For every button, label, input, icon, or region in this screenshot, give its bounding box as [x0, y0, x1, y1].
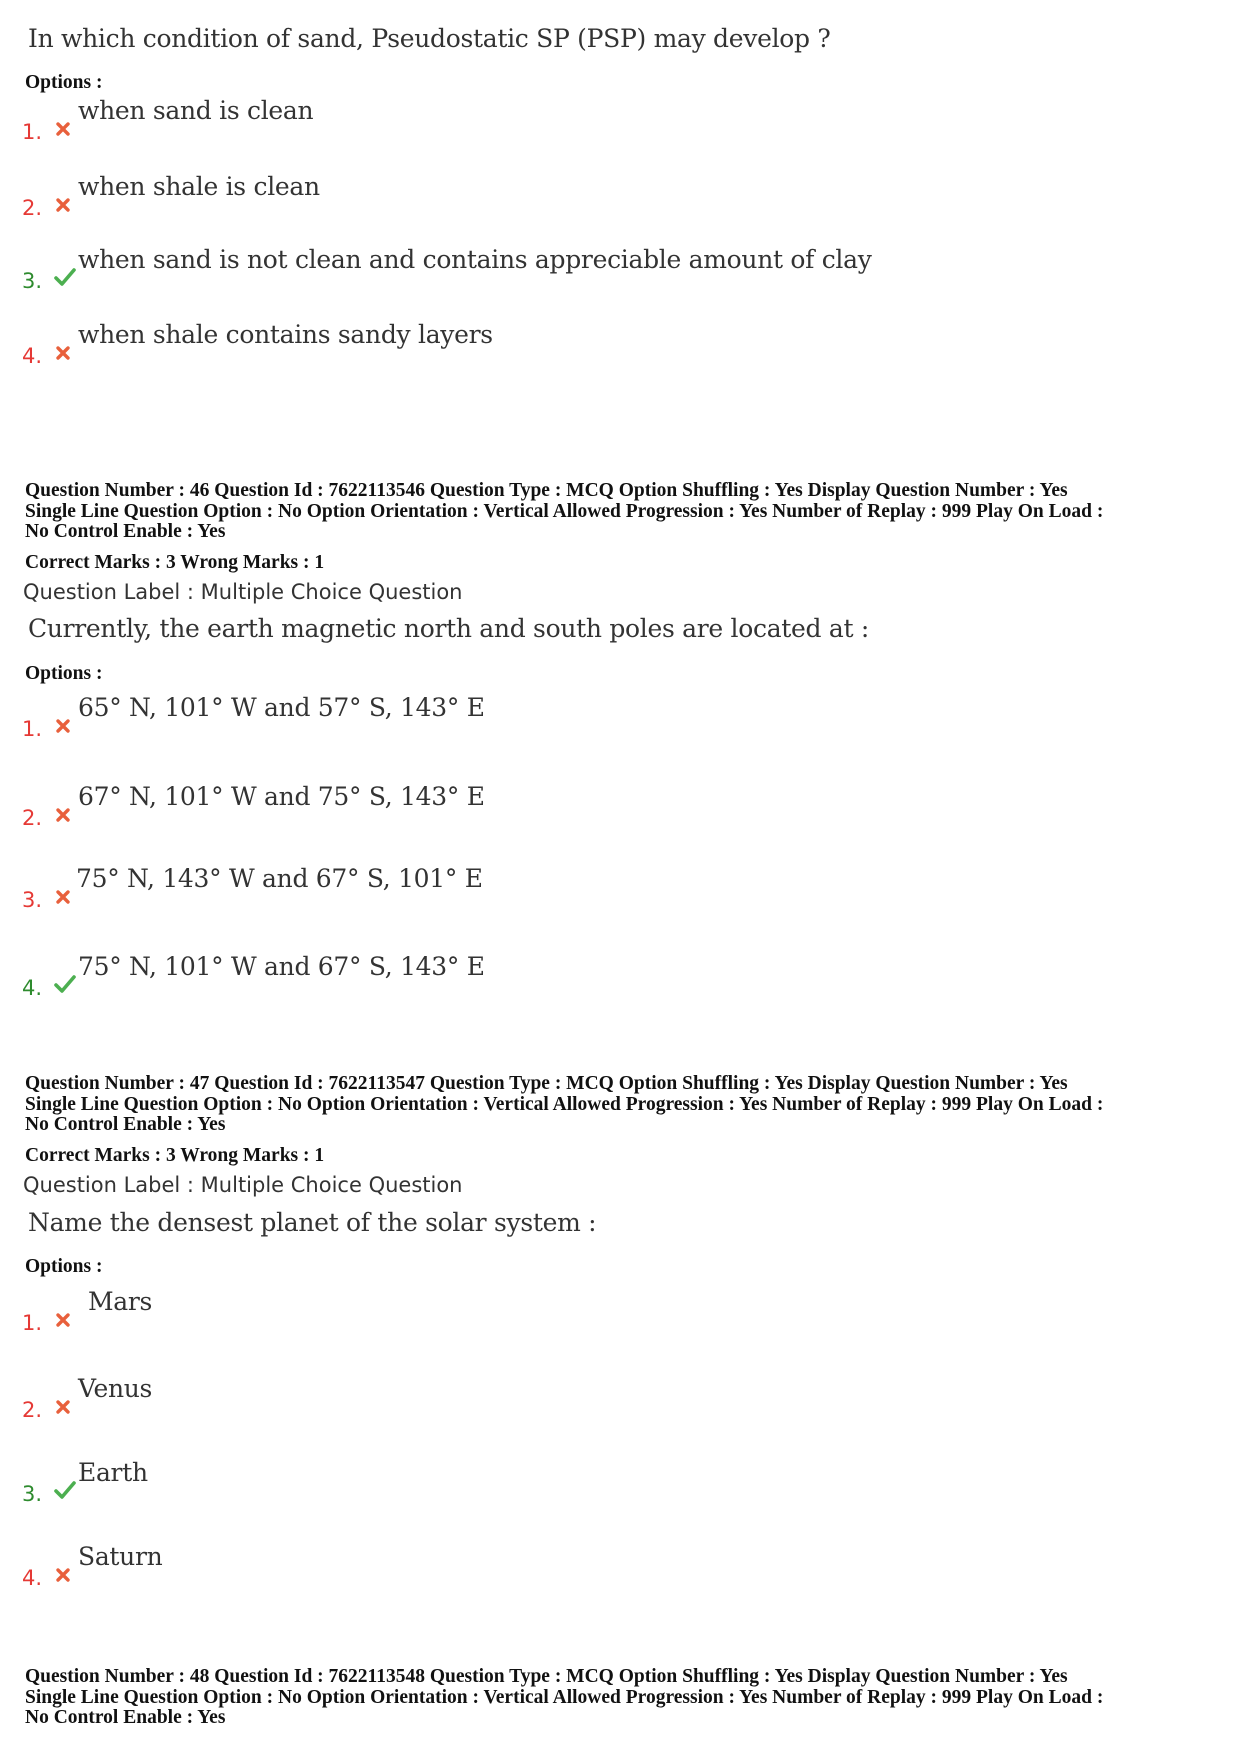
option-text: Mars [88, 1287, 153, 1316]
question-meta [25, 481, 1225, 543]
option-number: 1. [22, 120, 43, 144]
option-4 [22, 1542, 1202, 1590]
cross-icon [54, 1311, 72, 1329]
option-1 [22, 693, 1202, 741]
meta-line: No Control Enable : Yes [25, 1707, 226, 1728]
meta-line: Question Number : 48 Question Id : 7622113548 Question Type : MCQ Option Shuffling : Yes Display Question Number : Yes [25, 1666, 1068, 1687]
option-number: 4. [22, 976, 43, 1000]
meta-line: No Control Enable : Yes [25, 1114, 226, 1135]
meta-line: No Control Enable : Yes [25, 521, 226, 542]
option-text: when sand is not clean and contains appreciable amount of clay [78, 245, 872, 274]
option-3 [22, 864, 1202, 912]
cross-icon [54, 1566, 72, 1584]
option-text: when sand is clean [78, 96, 314, 125]
options-heading: Options : [25, 663, 103, 684]
option-number: 1. [22, 1311, 43, 1335]
options-heading: Options : [25, 1256, 103, 1277]
option-2 [22, 782, 1202, 830]
meta-line: Question Number : 47 Question Id : 7622113547 Question Type : MCQ Option Shuffling : Yes Display Question Number : Yes [25, 1073, 1068, 1094]
cross-icon [54, 717, 72, 735]
cross-icon [54, 196, 72, 214]
marks-info: Correct Marks : 3 Wrong Marks : 1 [25, 1145, 325, 1166]
option-4 [22, 320, 1202, 368]
option-text: Venus [78, 1374, 153, 1403]
question-label: Question Label : Multiple Choice Question [23, 1173, 463, 1197]
option-1 [22, 1287, 1202, 1335]
option-1 [22, 96, 1202, 144]
check-icon [54, 1480, 76, 1500]
question-meta [25, 1074, 1225, 1136]
option-text: 67° N, 101° W and 75° S, 143° E [78, 782, 485, 811]
question-meta [25, 1667, 1225, 1729]
marks-info: Correct Marks : 3 Wrong Marks : 1 [25, 552, 325, 573]
meta-line: Single Line Question Option : No Option Orientation : Vertical Allowed Progression : Yes Number of Replay : 999 Play On Load : [25, 1686, 1104, 1708]
option-4 [22, 952, 1202, 1000]
question-text: Currently, the earth magnetic north and south poles are located at : [28, 614, 870, 643]
check-icon [54, 267, 76, 287]
option-number: 3. [22, 269, 43, 293]
option-2 [22, 172, 1202, 220]
option-3 [22, 1458, 1202, 1506]
option-text: 75° N, 101° W and 67° S, 143° E [78, 952, 485, 981]
option-text: Earth [78, 1458, 148, 1487]
question-text: In which condition of sand, Pseudostatic SP (PSP) may develop ? [28, 24, 831, 53]
option-3 [22, 245, 1202, 293]
cross-icon [54, 1398, 72, 1416]
option-number: 2. [22, 1398, 43, 1422]
option-2 [22, 1374, 1202, 1422]
option-text: 65° N, 101° W and 57° S, 143° E [78, 693, 485, 722]
option-text: when shale is clean [78, 172, 320, 201]
cross-icon [54, 806, 72, 824]
check-icon [54, 974, 76, 994]
cross-icon [54, 120, 72, 138]
question-text: Name the densest planet of the solar system : [28, 1208, 597, 1237]
option-text: when shale contains sandy layers [78, 320, 493, 349]
option-number: 2. [22, 196, 43, 220]
meta-line: Single Line Question Option : No Option Orientation : Vertical Allowed Progression : Yes Number of Replay : 999 Play On Load : [25, 500, 1104, 522]
option-number: 2. [22, 806, 43, 830]
cross-icon [54, 888, 72, 906]
option-text: 75° N, 143° W and 67° S, 101° E [76, 864, 483, 893]
option-text: Saturn [78, 1542, 163, 1571]
question-label: Question Label : Multiple Choice Question [23, 580, 463, 604]
option-number: 3. [22, 888, 43, 912]
option-number: 3. [22, 1482, 43, 1506]
option-number: 4. [22, 1566, 43, 1590]
cross-icon [54, 344, 72, 362]
options-heading: Options : [25, 72, 103, 93]
option-number: 1. [22, 717, 43, 741]
meta-line: Single Line Question Option : No Option Orientation : Vertical Allowed Progression : Yes Number of Replay : 999 Play On Load : [25, 1093, 1104, 1115]
meta-line: Question Number : 46 Question Id : 7622113546 Question Type : MCQ Option Shuffling : Yes Display Question Number : Yes [25, 480, 1068, 501]
option-number: 4. [22, 344, 43, 368]
